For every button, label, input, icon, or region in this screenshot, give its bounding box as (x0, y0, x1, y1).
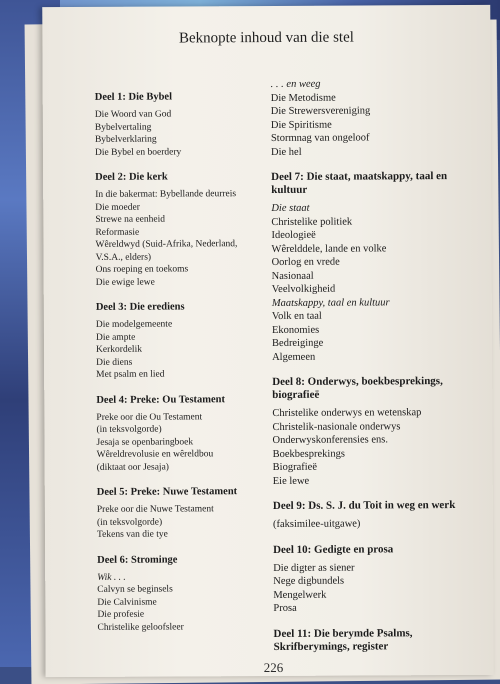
section-entry: Strewe na eenheid (95, 214, 166, 225)
section-entry: Nege digbundels (273, 575, 345, 587)
section-heading: Deel 8: Onderwys, boekbesprekings, biografieë (272, 375, 443, 401)
section-entry: Die digter as siener (273, 562, 355, 574)
section-entry: (diktaat oor Jesaja) (96, 462, 169, 473)
book-page (42, 5, 494, 677)
section-entry: Wêrelddele, lande en volke (271, 242, 387, 255)
contents-section (273, 542, 473, 615)
section-heading: Deel 5: Preke: Nuwe Testament (96, 486, 238, 498)
section-entry: Die Spiritisme (270, 119, 332, 131)
contents-section (95, 90, 285, 159)
section-entry: . . . en weeg (270, 78, 321, 90)
section-entry: Preke oor die Ou Testament (96, 411, 203, 423)
section-heading: Deel 10: Gedigte en prosa (273, 542, 394, 556)
section-heading: Deel 4: Preke: Ou Testament (96, 393, 226, 406)
section-entry: Die Bybel en boerdery (94, 146, 182, 158)
section-entry: Eie lewe (272, 475, 310, 487)
contents-section (273, 499, 473, 532)
section-entry: Die staat (271, 202, 310, 214)
section-heading: Deel 7: Die staat, maatskappy, taal en kultuur (271, 170, 448, 196)
section-entry: Calvyn se beginsels (97, 584, 173, 595)
section-entry: Die Woord van God (94, 109, 172, 120)
page-title: Beknopte inhoud van die stel (178, 29, 354, 47)
section-entry: Die moeder (95, 202, 140, 213)
section-entry: Die profesie (97, 609, 145, 620)
section-entry: Die diens (96, 357, 133, 368)
section-entry: Nasionaal (271, 270, 314, 282)
section-entry: Biografieë (272, 461, 318, 473)
section-heading: Deel 2: Die kerk (95, 171, 168, 183)
section-entry: Die ewige lewe (95, 277, 155, 288)
contents-section (96, 300, 286, 381)
section-entry: Wêreldrevolusie en wêreldbou (96, 449, 214, 460)
section-entry: In die bakermat: Bybellande deurreis (95, 189, 237, 200)
section-entry: Maatskappy, taal en kultuur (271, 296, 390, 309)
section-entry: Die Calvinisme (97, 597, 157, 608)
section-entry: Christelike politiek (271, 216, 353, 228)
contents-section (95, 170, 286, 289)
section-entry: Reformasie (95, 227, 140, 238)
section-entry: Algemeen (272, 351, 316, 363)
section-entry: Oorlog en vrede (271, 256, 340, 268)
contents-section (97, 485, 287, 541)
section-heading: Deel 9: Ds. S. J. du Toit in weg en werk (272, 499, 456, 512)
section-entry: Onderwyskonferensies ens. (272, 434, 389, 446)
contents-left-column (95, 90, 288, 646)
section-entry: Preke oor die Nuwe Testament (96, 504, 214, 515)
section-entry: Boekbesprekings (272, 448, 345, 460)
section-entry: Kerkordelik (96, 344, 142, 355)
section-entry: Die Strewersvereniging (270, 105, 371, 117)
section-entry: Ekonomies (271, 324, 320, 336)
contents-section (96, 392, 286, 473)
section-entry: Christelik-nasionale onderwys (272, 420, 401, 433)
contents-section (271, 77, 471, 159)
contents-section (271, 170, 472, 364)
section-entry: Bybelverklaring (94, 134, 157, 145)
contents-section (274, 626, 474, 653)
section-heading: Deel 6: Strominge (97, 553, 178, 566)
section-entry: Wêreldwyd (Suid-Afrika, Nederland, (95, 239, 238, 250)
section-entry: V.S.A., elders) (95, 252, 152, 263)
section-entry: Ons roeping en toekoms (95, 264, 189, 275)
contents-section (272, 375, 473, 488)
section-entry: (in teksvolgorde) (96, 424, 162, 435)
section-entry: Volk en taal (271, 310, 322, 322)
section-entry: Ideologieë (271, 229, 316, 241)
section-entry: Mengelwerk (273, 589, 327, 601)
contents-section (97, 552, 287, 633)
section-entry: Die hel (270, 146, 302, 158)
section-entry: Wik . . . (97, 572, 126, 583)
section-entry: Prosa (273, 602, 297, 614)
section-heading: Deel 3: Die erediens (95, 301, 185, 313)
section-entry: (faksimilee-uitgawe) (272, 518, 361, 530)
section-entry: Jesaja se openbaringboek (96, 436, 194, 448)
section-entry: Christelike onderwys en wetenskap (272, 407, 422, 419)
section-entry: Die modelgemeente (95, 319, 173, 330)
section-entry: Met psalm en lied (96, 369, 165, 380)
section-entry: Christelike geloofsleer (97, 621, 184, 633)
section-heading: Deel 1: Die Bybel (94, 91, 173, 103)
section-entry: Die ampte (95, 332, 136, 343)
section-entry: Bedreiginge (271, 337, 324, 349)
section-entry: Die Metodisme (270, 92, 336, 104)
contents-right-column (271, 77, 474, 666)
page-number: 226 (263, 659, 284, 676)
section-entry: Veelvolkigheid (271, 283, 336, 295)
section-entry: Bybelvertaling (94, 122, 152, 133)
section-entry: Tekens van die tye (96, 529, 168, 540)
section-entry: (in teksvolgorde) (96, 517, 163, 528)
section-heading: Deel 11: Die berymde Psalms, Skrifberymings, register (273, 626, 413, 653)
section-entry: Stormnag van ongeloof (270, 132, 370, 144)
